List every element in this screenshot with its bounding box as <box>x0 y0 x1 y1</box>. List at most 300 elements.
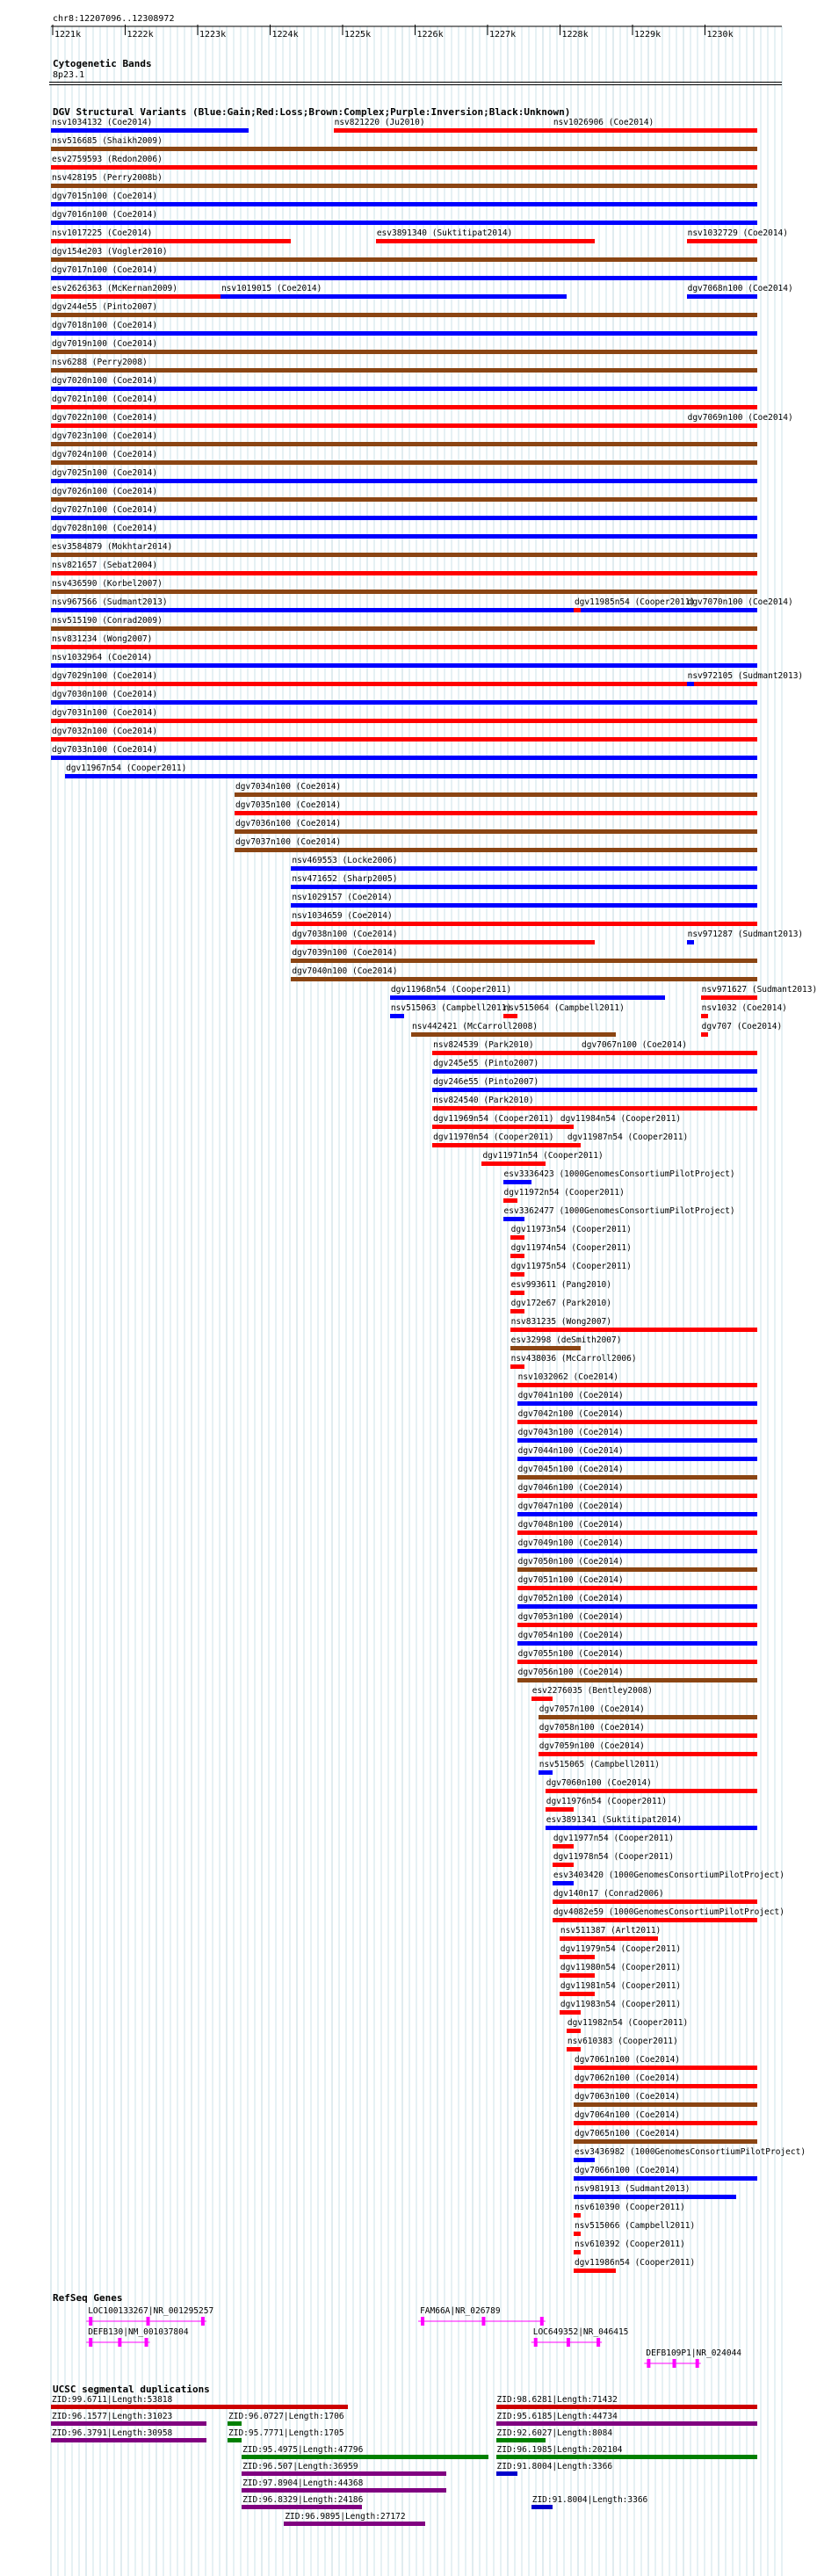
variant-label[interactable]: dgv7020n100 (Coe2014) <box>52 376 158 386</box>
variant-bar[interactable] <box>567 2029 581 2033</box>
variant-label[interactable]: dgv11973n54 (Cooper2011) <box>510 1225 632 1234</box>
variant-bar[interactable] <box>510 1254 524 1258</box>
variant-bar[interactable] <box>517 1512 757 1516</box>
variant-label[interactable]: dgv7065n100 (Coe2014) <box>574 2129 681 2138</box>
variant-label[interactable]: nsv1032062 (Coe2014) <box>517 1372 619 1382</box>
variant-label[interactable]: esv3403420 (1000GenomesConsortiumPilotProject) <box>553 1870 784 1880</box>
variant-label[interactable]: dgv7043n100 (Coe2014) <box>517 1428 624 1437</box>
variant-label[interactable]: dgv11969n54 (Cooper2011) <box>433 1114 554 1124</box>
segdup-label[interactable]: ZID:91.8004|Length:3366 <box>496 2462 613 2471</box>
variant-label[interactable]: dgv7031n100 (Coe2014) <box>52 708 158 718</box>
variant-label[interactable]: nsv967566 (Sudmant2013) <box>52 597 168 607</box>
variant-bar[interactable] <box>546 1789 757 1793</box>
variant-label[interactable]: dgv7026n100 (Coe2014) <box>52 487 158 496</box>
variant-label[interactable]: dgv11974n54 (Cooper2011) <box>510 1243 632 1253</box>
variant-label[interactable]: dgv7062n100 (Coe2014) <box>574 2073 681 2083</box>
variant-label[interactable]: nsv469553 (Locke2006) <box>292 856 398 865</box>
variant-bar[interactable] <box>574 2158 595 2162</box>
variant-label[interactable]: nsv610390 (Cooper2011) <box>574 2203 685 2212</box>
variant-bar[interactable] <box>390 995 666 1000</box>
variant-label[interactable]: dgv7068n100 (Coe2014) <box>687 284 793 293</box>
variant-bar[interactable] <box>553 1899 757 1904</box>
variant-label[interactable]: nsv610392 (Cooper2011) <box>574 2240 685 2249</box>
refseq-track-title[interactable]: RefSeq Genes <box>53 2292 123 2304</box>
variant-label[interactable]: dgv7067n100 (Coe2014) <box>582 1040 688 1050</box>
variant-bar[interactable] <box>510 1309 524 1313</box>
variant-bar[interactable] <box>546 1807 574 1812</box>
variant-label[interactable]: dgv11979n54 (Cooper2011) <box>560 1944 682 1954</box>
variant-label[interactable]: nsv511387 (Arlt2011) <box>560 1926 662 1936</box>
variant-bar[interactable] <box>510 1291 524 1295</box>
variant-bar[interactable] <box>553 1844 574 1849</box>
variant-bar[interactable] <box>51 756 757 760</box>
variant-label[interactable]: dgv7069n100 (Coe2014) <box>687 413 793 423</box>
segdup-label[interactable]: ZID:96.3791|Length:30958 <box>52 2428 173 2438</box>
variant-bar[interactable] <box>221 294 567 299</box>
variant-label[interactable]: dgv7049n100 (Coe2014) <box>517 1538 624 1548</box>
variant-bar[interactable] <box>517 1623 757 1627</box>
variant-bar[interactable] <box>51 460 757 465</box>
variant-label[interactable]: dgv7055n100 (Coe2014) <box>517 1649 624 1659</box>
variant-bar[interactable] <box>334 128 553 133</box>
variant-bar[interactable] <box>51 553 757 557</box>
variant-label[interactable]: dgv7058n100 (Coe2014) <box>539 1723 645 1733</box>
variant-bar[interactable] <box>51 663 757 668</box>
variant-label[interactable]: dgv7066n100 (Coe2014) <box>574 2166 681 2175</box>
variant-label[interactable]: dgv7029n100 (Coe2014) <box>52 671 158 681</box>
variant-bar[interactable] <box>51 516 757 520</box>
variant-label[interactable]: dgv7034n100 (Coe2014) <box>235 782 342 792</box>
variant-bar[interactable] <box>539 1752 757 1756</box>
variant-bar[interactable] <box>291 959 757 963</box>
variant-label[interactable]: dgv11977n54 (Cooper2011) <box>553 1834 675 1843</box>
variant-label[interactable]: esv2626363 (McKernan2009) <box>52 284 177 293</box>
variant-label[interactable]: dgv11976n54 (Cooper2011) <box>546 1797 668 1806</box>
variant-bar[interactable] <box>517 1475 757 1480</box>
variant-bar[interactable] <box>560 2010 581 2015</box>
variant-label[interactable]: nsv831235 (Wong2007) <box>510 1317 611 1327</box>
variant-label[interactable]: esv3584879 (Mokhtar2014) <box>52 542 173 552</box>
segdup-label[interactable]: ZID:96.507|Length:36959 <box>242 2462 358 2471</box>
variant-bar[interactable] <box>51 239 291 243</box>
variant-label[interactable]: nsv824540 (Park2010) <box>433 1096 534 1105</box>
variant-bar[interactable] <box>235 811 757 815</box>
variant-bar[interactable] <box>51 405 757 409</box>
segdup-label[interactable]: ZID:95.6185|Length:44734 <box>496 2412 618 2421</box>
segdup-bar[interactable] <box>496 2421 757 2426</box>
variant-bar[interactable] <box>517 1383 757 1387</box>
variant-label[interactable]: dgv7063n100 (Coe2014) <box>574 2092 681 2102</box>
variant-bar[interactable] <box>517 1530 757 1535</box>
gene-label[interactable]: DEFB130|NM_001037804 <box>88 2327 189 2337</box>
variant-bar[interactable] <box>51 719 757 723</box>
variant-bar[interactable] <box>432 1143 567 1147</box>
variant-bar[interactable] <box>291 866 757 871</box>
variant-bar[interactable] <box>574 608 581 612</box>
variant-label[interactable]: dgv4082e59 (1000GenomesConsortiumPilotProject) <box>553 1907 784 1917</box>
variant-bar[interactable] <box>432 1069 757 1074</box>
variant-bar[interactable] <box>51 645 757 649</box>
variant-label[interactable]: dgv7016n100 (Coe2014) <box>52 210 158 220</box>
variant-bar[interactable] <box>481 1161 545 1166</box>
segdup-bar[interactable] <box>531 2505 553 2509</box>
variant-label[interactable]: dgv7036n100 (Coe2014) <box>235 819 342 829</box>
variant-label[interactable]: nsv831234 (Wong2007) <box>52 634 153 644</box>
variant-bar[interactable] <box>574 2121 757 2125</box>
variant-bar[interactable] <box>51 257 757 262</box>
variant-bar[interactable] <box>517 1678 757 1682</box>
variant-bar[interactable] <box>510 1346 581 1350</box>
dgv-track-title[interactable]: DGV Structural Variants (Blue:Gain;Red:Loss;Brown:Complex;Purple:Inversion;Black:Unknown) <box>53 106 571 118</box>
variant-label[interactable]: nsv821657 (Sebat2004) <box>52 561 158 570</box>
variant-label[interactable]: dgv7039n100 (Coe2014) <box>292 948 398 958</box>
variant-label[interactable]: dgv11986n54 (Cooper2011) <box>574 2258 696 2268</box>
variant-label[interactable]: dgv7053n100 (Coe2014) <box>517 1612 624 1622</box>
variant-label[interactable]: dgv7042n100 (Coe2014) <box>517 1409 624 1419</box>
variant-bar[interactable] <box>553 1918 757 1922</box>
variant-label[interactable]: dgv7028n100 (Coe2014) <box>52 524 158 533</box>
variant-label[interactable]: nsv1032 (Coe2014) <box>701 1003 787 1013</box>
segdup-label[interactable]: ZID:91.8004|Length:3366 <box>531 2495 648 2505</box>
segdup-label[interactable]: ZID:95.7771|Length:1705 <box>228 2428 344 2438</box>
segdup-label[interactable]: ZID:92.6027|Length:8084 <box>496 2428 613 2438</box>
variant-label[interactable]: dgv11980n54 (Cooper2011) <box>560 1963 682 1972</box>
variant-bar[interactable] <box>560 1936 659 1941</box>
segdup-label[interactable]: ZID:96.8329|Length:24186 <box>242 2495 364 2505</box>
variant-bar[interactable] <box>546 1826 757 1830</box>
variant-bar[interactable] <box>503 1217 524 1221</box>
variant-label[interactable]: dgv11970n54 (Cooper2011) <box>433 1132 554 1142</box>
variant-bar[interactable] <box>51 331 757 336</box>
variant-label[interactable]: dgv140n17 (Conrad2006) <box>553 1889 664 1899</box>
variant-label[interactable]: dgv7017n100 (Coe2014) <box>52 265 158 275</box>
variant-label[interactable]: dgv7041n100 (Coe2014) <box>517 1391 624 1400</box>
variant-label[interactable]: dgv7038n100 (Coe2014) <box>292 930 398 939</box>
variant-bar[interactable] <box>574 2066 757 2070</box>
variant-bar[interactable] <box>517 1457 757 1461</box>
variant-label[interactable]: dgv11971n54 (Cooper2011) <box>482 1151 604 1161</box>
variant-bar[interactable] <box>581 1051 757 1055</box>
variant-bar[interactable] <box>517 1420 757 1424</box>
variant-bar[interactable] <box>553 1863 574 1867</box>
variant-bar[interactable] <box>539 1770 553 1775</box>
variant-bar[interactable] <box>51 147 757 151</box>
variant-bar[interactable] <box>51 423 757 428</box>
variant-label[interactable]: dgv11984n54 (Cooper2011) <box>560 1114 682 1124</box>
variant-bar[interactable] <box>701 1032 708 1037</box>
variant-bar[interactable] <box>51 221 757 225</box>
variant-label[interactable]: dgv172e67 (Park2010) <box>510 1299 611 1308</box>
variant-bar[interactable] <box>560 1973 595 1978</box>
variant-label[interactable]: dgv7047n100 (Coe2014) <box>517 1501 624 1511</box>
variant-bar[interactable] <box>517 1549 757 1553</box>
variant-label[interactable]: dgv7054n100 (Coe2014) <box>517 1631 624 1640</box>
variant-label[interactable]: dgv7037n100 (Coe2014) <box>235 837 342 847</box>
segdup-bar[interactable] <box>496 2405 757 2409</box>
variant-bar[interactable] <box>567 1143 581 1147</box>
variant-bar[interactable] <box>432 1106 757 1111</box>
variant-label[interactable]: esv3362477 (1000GenomesConsortiumPilotProject) <box>503 1206 735 1216</box>
variant-bar[interactable] <box>517 1641 757 1646</box>
segdup-bar[interactable] <box>228 2438 242 2442</box>
variant-label[interactable]: nsv1017225 (Coe2014) <box>52 228 153 238</box>
variant-label[interactable]: nsv442421 (McCarroll2008) <box>412 1022 539 1031</box>
variant-bar[interactable] <box>517 1401 757 1406</box>
variant-bar[interactable] <box>687 682 694 686</box>
variant-bar[interactable] <box>574 2139 757 2144</box>
variant-label[interactable]: dgv7044n100 (Coe2014) <box>517 1446 624 1456</box>
variant-bar[interactable] <box>574 2084 757 2088</box>
variant-bar[interactable] <box>291 977 757 981</box>
variant-bar[interactable] <box>51 442 757 446</box>
variant-label[interactable]: nsv1032729 (Coe2014) <box>687 228 788 238</box>
variant-bar[interactable] <box>553 128 757 133</box>
variant-label[interactable]: dgv11972n54 (Cooper2011) <box>503 1188 625 1198</box>
variant-label[interactable]: dgv7027n100 (Coe2014) <box>52 505 158 515</box>
segdup-bar[interactable] <box>242 2455 488 2459</box>
segdup-label[interactable]: ZID:97.8904|Length:44368 <box>242 2478 364 2488</box>
variant-label[interactable]: esv2276035 (Bentley2008) <box>531 1686 653 1696</box>
segdup-bar[interactable] <box>51 2405 348 2409</box>
variant-bar[interactable] <box>291 903 757 908</box>
variant-bar[interactable] <box>432 1051 581 1055</box>
variant-bar[interactable] <box>51 700 757 705</box>
variant-bar[interactable] <box>235 829 757 834</box>
gene-label[interactable]: DEFB109P1|NR_024044 <box>646 2348 742 2358</box>
variant-label[interactable]: dgv244e55 (Pinto2007) <box>52 302 158 312</box>
variant-label[interactable]: esv3436982 (1000GenomesConsortiumPilotProject) <box>574 2147 806 2157</box>
variant-label[interactable]: nsv972105 (Sudmant2013) <box>687 671 804 681</box>
variant-label[interactable]: dgv7025n100 (Coe2014) <box>52 468 158 478</box>
variant-bar[interactable] <box>539 1715 757 1719</box>
variant-label[interactable]: dgv245e55 (Pinto2007) <box>433 1059 539 1068</box>
variant-bar[interactable] <box>510 1328 757 1332</box>
variant-label[interactable]: nsv971287 (Sudmant2013) <box>687 930 804 939</box>
variant-bar[interactable] <box>574 2250 581 2254</box>
variant-bar[interactable] <box>574 2232 581 2236</box>
segdup-bar[interactable] <box>242 2488 446 2493</box>
variant-label[interactable]: dgv7070n100 (Coe2014) <box>687 597 793 607</box>
variant-label[interactable]: nsv438036 (McCarroll2006) <box>510 1354 637 1364</box>
variant-label[interactable]: dgv11987n54 (Cooper2011) <box>567 1132 689 1142</box>
variant-bar[interactable] <box>531 1697 553 1701</box>
variant-label[interactable]: nsv428195 (Perry2008b) <box>52 173 163 183</box>
variant-bar[interactable] <box>560 1125 574 1129</box>
variant-label[interactable]: nsv981913 (Sudmant2013) <box>574 2184 690 2194</box>
variant-bar[interactable] <box>510 1272 524 1277</box>
variant-bar[interactable] <box>376 239 595 243</box>
variant-label[interactable]: dgv7052n100 (Coe2014) <box>517 1594 624 1603</box>
variant-bar[interactable] <box>51 608 757 612</box>
variant-label[interactable]: dgv7033n100 (Coe2014) <box>52 745 158 755</box>
variant-label[interactable]: nsv6288 (Perry2008) <box>52 358 148 367</box>
variant-label[interactable]: dgv11978n54 (Cooper2011) <box>553 1852 675 1862</box>
segdup-label[interactable]: ZID:99.6711|Length:53818 <box>52 2395 173 2405</box>
variant-label[interactable]: nsv1032964 (Coe2014) <box>52 653 153 662</box>
cytoband-track-title[interactable]: Cytogenetic Bands <box>53 58 152 69</box>
segdup-bar[interactable] <box>496 2438 546 2442</box>
variant-label[interactable]: dgv7048n100 (Coe2014) <box>517 1520 624 1530</box>
variant-bar[interactable] <box>51 497 757 502</box>
variant-bar[interactable] <box>687 608 757 612</box>
variant-bar[interactable] <box>687 423 757 428</box>
variant-label[interactable]: esv32998 (deSmith2007) <box>510 1335 622 1345</box>
variant-label[interactable]: esv3891340 (Suktitipat2014) <box>376 228 513 238</box>
variant-bar[interactable] <box>65 774 757 778</box>
variant-label[interactable]: dgv7019n100 (Coe2014) <box>52 339 158 349</box>
variant-label[interactable]: esv3891341 (Suktitipat2014) <box>546 1815 683 1825</box>
variant-bar[interactable] <box>51 350 757 354</box>
variant-bar[interactable] <box>574 2176 757 2181</box>
variant-bar[interactable] <box>574 2268 616 2273</box>
variant-bar[interactable] <box>687 940 694 944</box>
variant-bar[interactable] <box>539 1733 757 1738</box>
variant-bar[interactable] <box>517 1660 757 1664</box>
variant-label[interactable]: dgv7032n100 (Coe2014) <box>52 727 158 736</box>
variant-bar[interactable] <box>517 1567 757 1572</box>
variant-label[interactable]: nsv516685 (Shaikh2009) <box>52 136 163 146</box>
gene-label[interactable]: FAM66A|NR_026789 <box>420 2306 501 2316</box>
variant-bar[interactable] <box>51 294 221 299</box>
variant-label[interactable]: esv2759593 (Redon2006) <box>52 155 163 164</box>
variant-label[interactable]: dgv7051n100 (Coe2014) <box>517 1575 624 1585</box>
variant-bar[interactable] <box>517 1586 757 1590</box>
variant-label[interactable]: dgv11968n54 (Cooper2011) <box>390 985 512 995</box>
segdup-bar[interactable] <box>242 2505 362 2509</box>
variant-bar[interactable] <box>51 313 757 317</box>
variant-bar[interactable] <box>51 590 757 594</box>
variant-bar[interactable] <box>560 1992 595 1996</box>
variant-bar[interactable] <box>553 1881 574 1885</box>
variant-label[interactable]: nsv436590 (Korbel2007) <box>52 579 163 589</box>
variant-bar[interactable] <box>574 2195 736 2199</box>
variant-label[interactable]: nsv821220 (Ju2010) <box>334 118 425 127</box>
variant-label[interactable]: dgv7045n100 (Coe2014) <box>517 1465 624 1474</box>
variant-bar[interactable] <box>51 682 757 686</box>
variant-label[interactable]: dgv7046n100 (Coe2014) <box>517 1483 624 1493</box>
variant-label[interactable]: nsv515064 (Campbell2011) <box>503 1003 625 1013</box>
variant-bar[interactable] <box>567 2047 581 2051</box>
variant-label[interactable]: nsv1029157 (Coe2014) <box>292 893 393 902</box>
variant-bar[interactable] <box>503 1180 531 1184</box>
variant-label[interactable]: esv993611 (Pang2010) <box>510 1280 611 1290</box>
variant-label[interactable]: dgv7030n100 (Coe2014) <box>52 690 158 699</box>
variant-label[interactable]: dgv11982n54 (Cooper2011) <box>567 2018 689 2028</box>
variant-bar[interactable] <box>411 1032 616 1037</box>
variant-label[interactable]: dgv11981n54 (Cooper2011) <box>560 1981 682 1991</box>
variant-bar[interactable] <box>51 184 757 188</box>
variant-label[interactable]: dgv7060n100 (Coe2014) <box>546 1778 652 1788</box>
variant-bar[interactable] <box>517 1604 757 1609</box>
variant-label[interactable]: dgv7057n100 (Coe2014) <box>539 1704 645 1714</box>
variant-bar[interactable] <box>503 1014 517 1018</box>
variant-bar[interactable] <box>235 848 757 852</box>
variant-label[interactable]: dgv11975n54 (Cooper2011) <box>510 1262 632 1271</box>
segdup-label[interactable]: ZID:98.6281|Length:71432 <box>496 2395 618 2405</box>
segdup-label[interactable]: ZID:96.0727|Length:1706 <box>228 2412 344 2421</box>
segdup-bar[interactable] <box>284 2522 425 2526</box>
variant-bar[interactable] <box>291 940 595 944</box>
variant-bar[interactable] <box>51 202 757 206</box>
segdup-bar[interactable] <box>496 2455 757 2459</box>
variant-bar[interactable] <box>510 1364 524 1369</box>
variant-bar[interactable] <box>235 792 757 797</box>
variant-bar[interactable] <box>574 2102 757 2107</box>
variant-bar[interactable] <box>291 922 757 926</box>
variant-bar[interactable] <box>701 1014 708 1018</box>
variant-label[interactable]: dgv11967n54 (Cooper2011) <box>66 763 187 773</box>
segdup-label[interactable]: ZID:95.4975|Length:47796 <box>242 2445 364 2455</box>
variant-bar[interactable] <box>291 885 757 889</box>
variant-label[interactable]: nsv1026906 (Coe2014) <box>553 118 654 127</box>
variant-bar[interactable] <box>687 239 757 243</box>
variant-bar[interactable] <box>51 479 757 483</box>
variant-label[interactable]: dgv7023n100 (Coe2014) <box>52 431 158 441</box>
variant-bar[interactable] <box>701 995 757 1000</box>
variant-bar[interactable] <box>560 1955 595 1959</box>
segdup-bar[interactable] <box>51 2438 206 2442</box>
variant-bar[interactable] <box>51 737 757 742</box>
variant-label[interactable]: nsv515063 (Campbell2011) <box>390 1003 512 1013</box>
variant-bar[interactable] <box>51 368 757 373</box>
variant-bar[interactable] <box>51 387 757 391</box>
segdup-label[interactable]: ZID:96.1985|Length:202104 <box>496 2445 623 2455</box>
variant-bar[interactable] <box>574 2213 581 2218</box>
variant-label[interactable]: nsv515065 (Campbell2011) <box>539 1760 661 1769</box>
variant-label[interactable]: dgv7050n100 (Coe2014) <box>517 1557 624 1567</box>
variant-bar[interactable] <box>51 128 249 133</box>
variant-bar[interactable] <box>51 276 757 280</box>
variant-label[interactable]: dgv7024n100 (Coe2014) <box>52 450 158 459</box>
variant-bar[interactable] <box>51 165 757 170</box>
variant-label[interactable]: dgv7064n100 (Coe2014) <box>574 2110 681 2120</box>
variant-label[interactable]: nsv1034132 (Coe2014) <box>52 118 153 127</box>
variant-bar[interactable] <box>51 571 757 575</box>
variant-label[interactable]: dgv7061n100 (Coe2014) <box>574 2055 681 2065</box>
variant-label[interactable]: dgv707 (Coe2014) <box>701 1022 783 1031</box>
segdup-bar[interactable] <box>242 2471 446 2476</box>
variant-label[interactable]: dgv7022n100 (Coe2014) <box>52 413 158 423</box>
segdup-bar[interactable] <box>51 2421 206 2426</box>
variant-label[interactable]: dgv7015n100 (Coe2014) <box>52 192 158 201</box>
variant-label[interactable]: dgv7040n100 (Coe2014) <box>292 966 398 976</box>
variant-bar[interactable] <box>390 1014 404 1018</box>
variant-label[interactable]: nsv1034659 (Coe2014) <box>292 911 393 921</box>
gene-label[interactable]: LOC649352|NR_046415 <box>532 2327 629 2337</box>
variant-label[interactable]: dgv7059n100 (Coe2014) <box>539 1741 645 1751</box>
variant-bar[interactable] <box>503 1198 517 1203</box>
variant-bar[interactable] <box>432 1125 560 1129</box>
segdup-label[interactable]: ZID:96.1577|Length:31023 <box>52 2412 173 2421</box>
variant-bar[interactable] <box>51 626 757 631</box>
variant-label[interactable]: dgv7056n100 (Coe2014) <box>517 1668 624 1677</box>
segdup-track-title[interactable]: UCSC segmental duplications <box>53 2384 210 2395</box>
variant-bar[interactable] <box>517 1494 757 1498</box>
variant-label[interactable]: nsv971627 (Sudmant2013) <box>701 985 817 995</box>
variant-bar[interactable] <box>510 1235 524 1240</box>
variant-label[interactable]: dgv11985n54 (Cooper2011) <box>574 597 696 607</box>
segdup-label[interactable]: ZID:96.9895|Length:27172 <box>285 2512 406 2522</box>
segdup-bar[interactable] <box>496 2471 517 2476</box>
variant-label[interactable]: dgv7018n100 (Coe2014) <box>52 321 158 330</box>
variant-label[interactable]: dgv7021n100 (Coe2014) <box>52 394 158 404</box>
gene-label[interactable]: LOC100133267|NR_001295257 <box>88 2306 214 2316</box>
variant-label[interactable]: nsv515066 (Campbell2011) <box>574 2221 696 2231</box>
variant-bar[interactable] <box>51 534 757 539</box>
variant-label[interactable]: nsv471652 (Sharp2005) <box>292 874 398 884</box>
variant-label[interactable]: dgv154e203 (Vogler2010) <box>52 247 168 257</box>
variant-label[interactable]: nsv515190 (Conrad2009) <box>52 616 163 626</box>
